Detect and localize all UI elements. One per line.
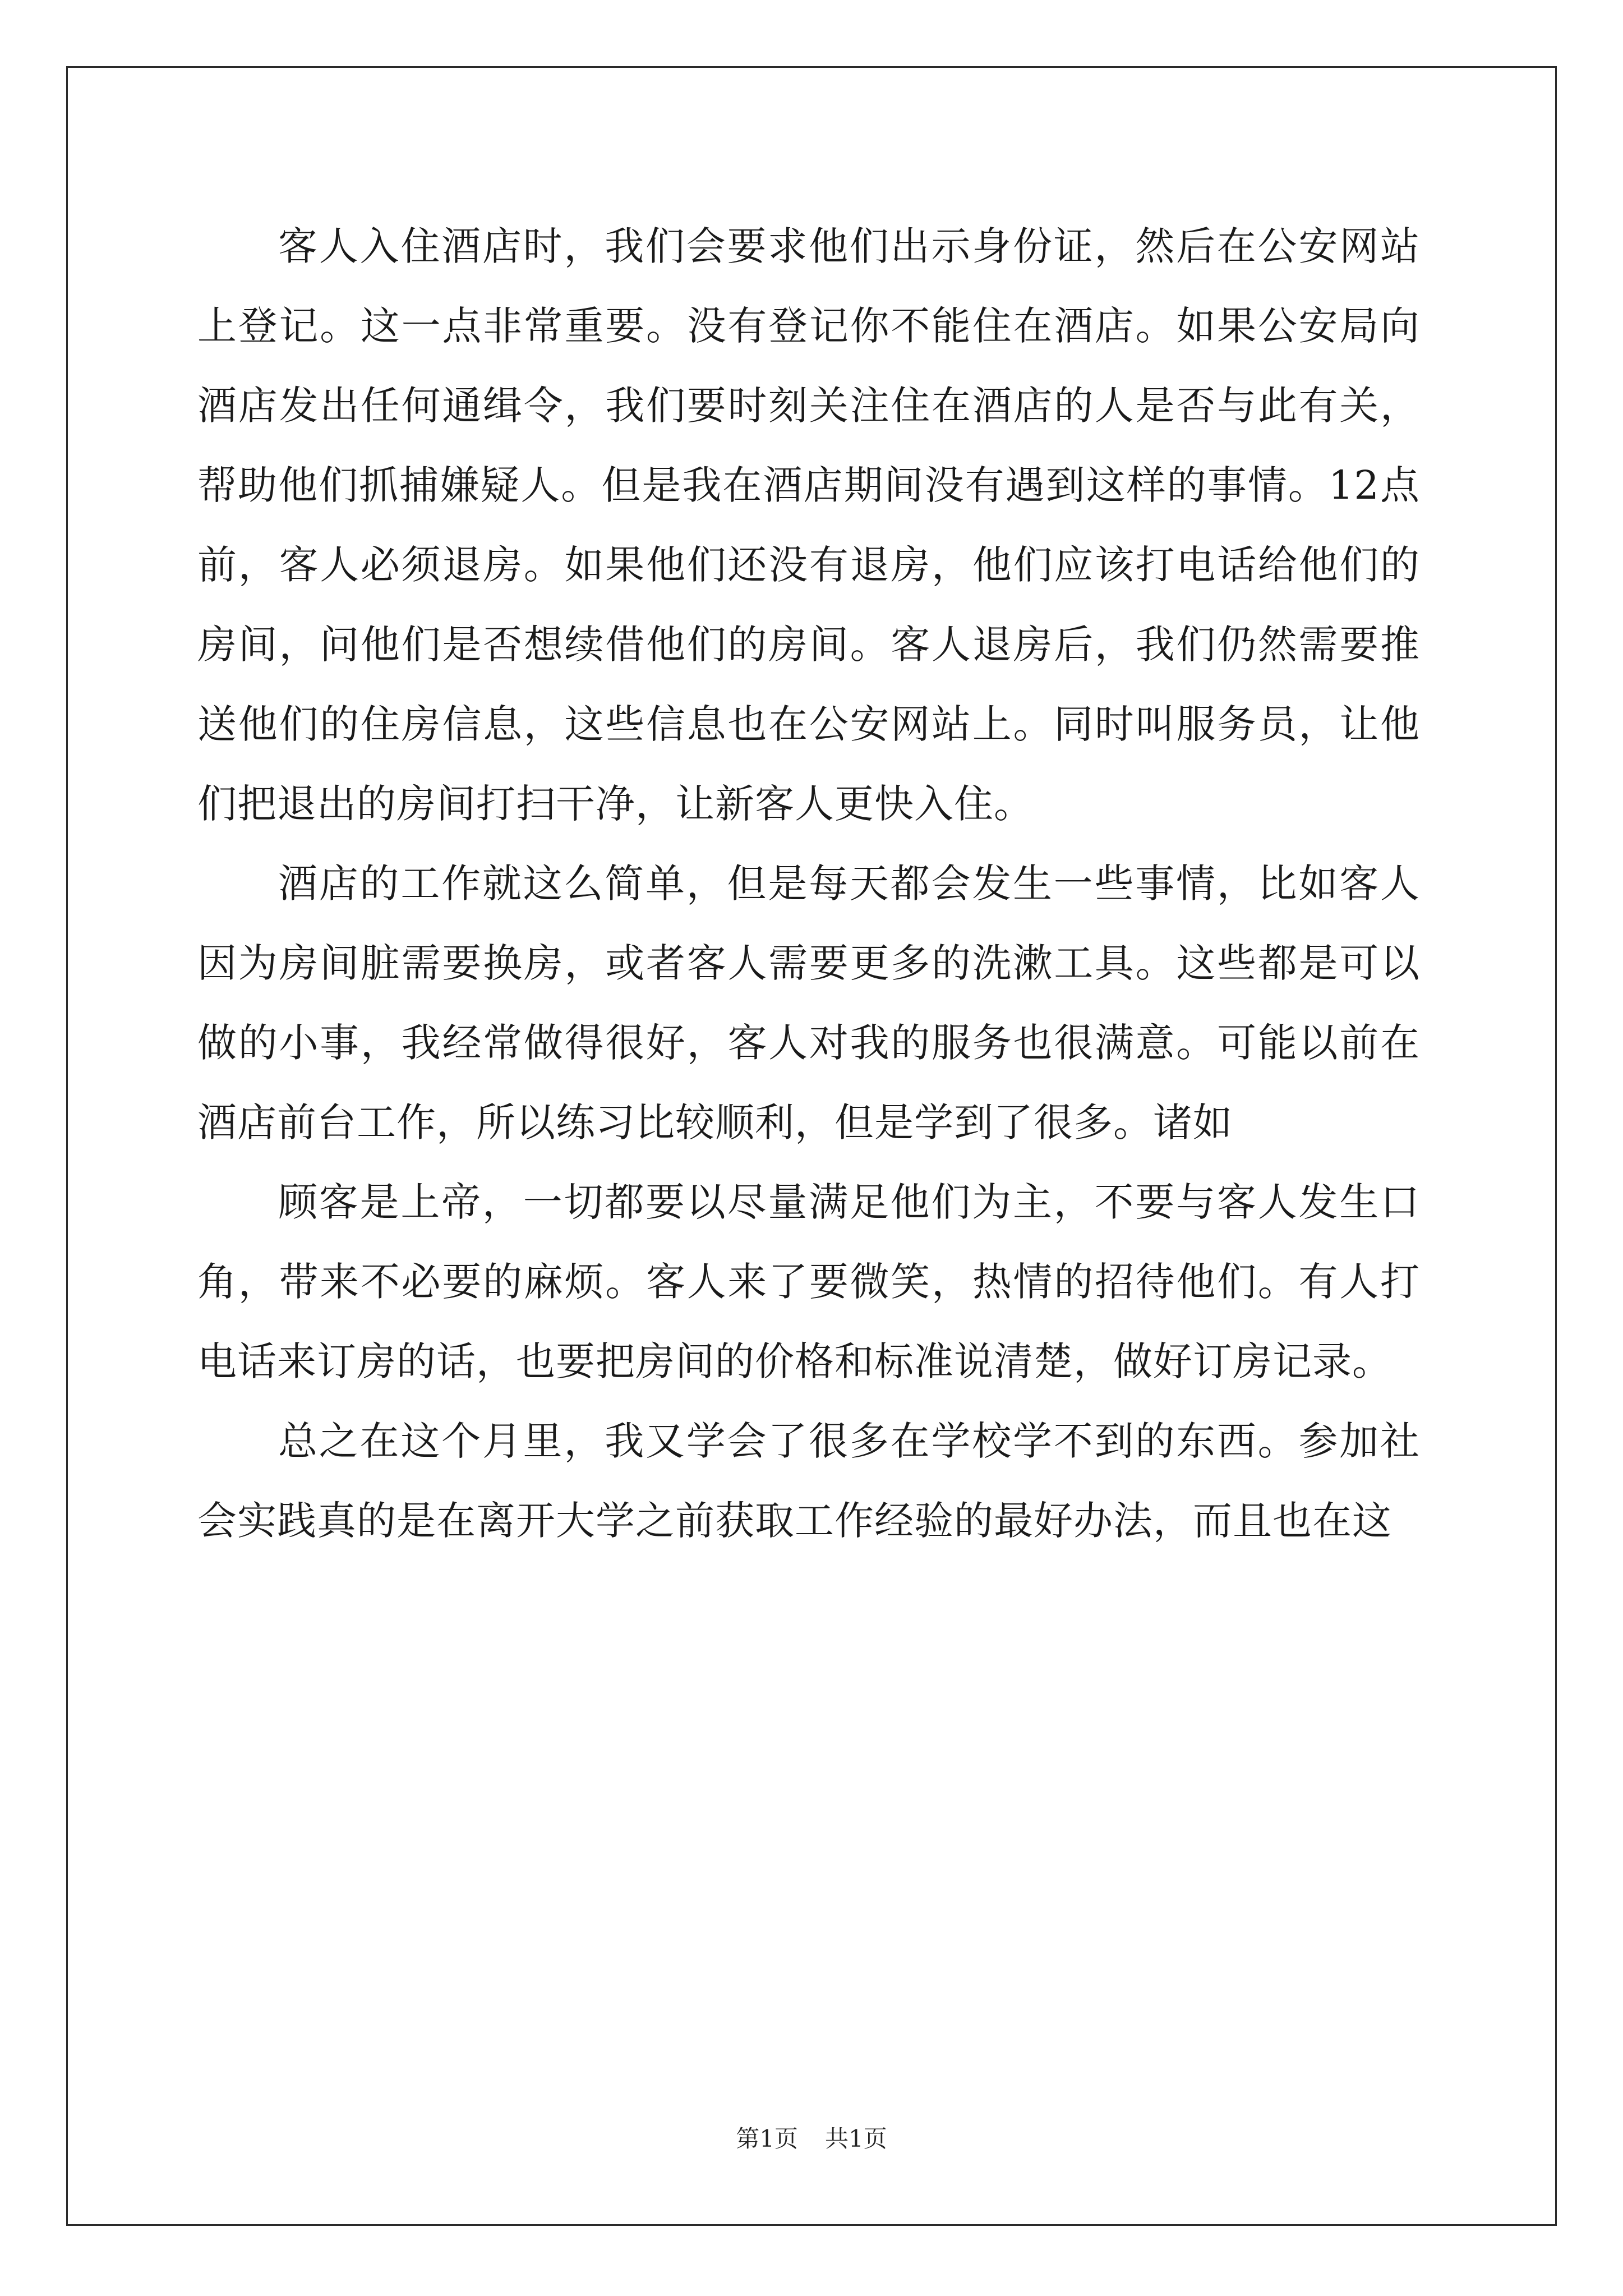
paragraph-1: 客人入住酒店时，我们会要求他们出示身份证，然后在公安网站上登记。这一点非常重要。没有登记你不能住在酒店。如果公安局向酒店发出任何通缉令，我们要时刻关注住在酒店的人是否与此有关，帮助他们抓捕嫌疑人。但是我在酒店期间没有遇到这样的事情。12点前，客人必须退房。如果他们还没有退房，他们应该打电话给他们的房间，问他们是否想续借他们的房间。客人退房后，我们仍然需要推送他们的住房信息，这些信息也在公安网站上。同时叫服务员，让他们把退出的房间打扫干净，让新客人更快入住。 [197, 223, 1420, 827]
document-body [197, 206, 1420, 1561]
paragraph-2: 酒店的工作就这么简单，但是每天都会发生一些事情，比如客人因为房间脏需要换房，或者客人需要更多的洗漱工具。这些都是可以做的小事，我经常做得很好，客人对我的服务也很满意。可能以前在酒店前台工作，所以练习比较顺利，但是学到了很多。诸如 [197, 861, 1420, 1145]
paragraph-3: 顾客是上帝，一切都要以尽量满足他们为主，不要与客人发生口角，带来不必要的麻烦。客人来了要微笑，热情的招待他们。有人打电话来订房的话，也要把房间的价格和标准说清楚，做好订房记录。 [197, 1179, 1420, 1384]
page-footer [0, 2125, 1623, 2153]
page-total: 共1页 [825, 2125, 887, 2152]
paragraph-4: 总之在这个月里，我又学会了很多在学校学不到的东西。参加社会实践真的是在离开大学之前获取工作经验的最好办法，而且也在这 [197, 1418, 1420, 1544]
page-number: 第1页 [736, 2125, 798, 2152]
